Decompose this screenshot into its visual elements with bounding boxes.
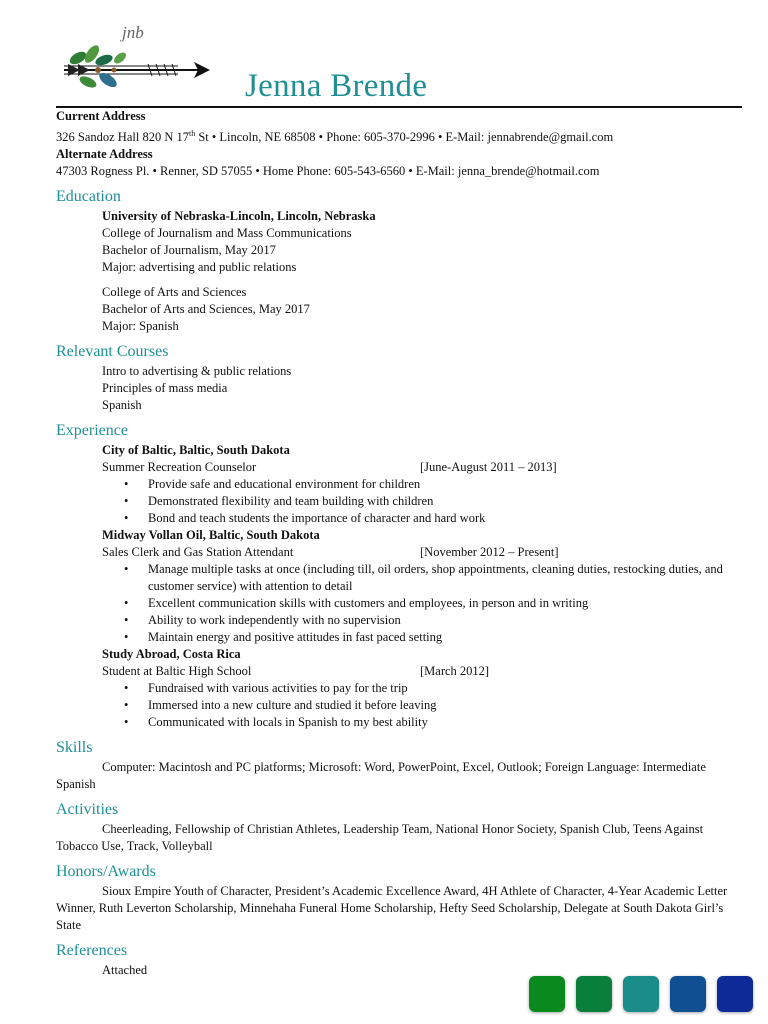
honors-section — [56, 862, 746, 934]
resume-body — [56, 108, 746, 979]
job-bullet: • Demonstrated flexibility and team building with children — [102, 493, 746, 510]
job-bullet: • Immersed into a new culture and studied it before leaving — [102, 697, 746, 714]
education-line: Major: Spanish — [102, 319, 179, 334]
job-bullet: • Bond and teach students the importance of character and hard work — [102, 510, 746, 527]
alternate-address-label: Alternate Address — [56, 147, 153, 162]
education-line: College of Arts and Sciences — [102, 285, 247, 300]
activities-section — [56, 800, 746, 855]
color-square — [623, 976, 659, 1012]
color-square — [670, 976, 706, 1012]
course-item: Intro to advertising & public relations — [102, 364, 292, 379]
job-role-row — [56, 459, 746, 476]
job-bullet: • Ability to work independently with no supervision — [102, 612, 746, 629]
current-address-suffix: St • Lincoln, NE 68508 • Phone: 605-370-2996 • E-Mail: jennabrende@gmail.com — [195, 130, 614, 145]
job-dates: [November 2012 – Present] — [420, 545, 559, 560]
candidate-name: Jenna Brende — [245, 68, 428, 104]
experience-heading: Experience — [56, 422, 128, 440]
references-heading: References — [56, 942, 128, 960]
activities-text: Cheerleading, Fellowship of Christian Athletes, Leadership Team, National Honor Society, Spanish Club, Teens Against Tobacco Use, Track, Volleyball — [56, 822, 704, 854]
current-address-line — [56, 125, 746, 146]
current-address-sup: th — [188, 129, 196, 138]
current-address-label: Current Address — [56, 109, 146, 123]
course-item: Principles of mass media — [102, 381, 228, 396]
job-role-row — [56, 544, 746, 561]
experience-section — [56, 421, 746, 731]
skills-heading: Skills — [56, 739, 93, 757]
skills-section — [56, 738, 746, 793]
education-school: University of Nebraska-Lincoln, Lincoln, Nebraska — [102, 209, 376, 224]
references-section — [56, 941, 746, 979]
job-bullets — [56, 561, 746, 646]
job-org: City of Baltic, Baltic, South Dakota — [102, 443, 290, 458]
job-bullet: • Fundraised with various activities to pay for the trip — [102, 680, 746, 697]
current-address-prefix: 326 Sandoz Hall 820 N 17 — [56, 130, 189, 145]
course-item: Spanish — [102, 398, 142, 413]
job-role-row — [56, 663, 746, 680]
monogram: jnb — [122, 23, 144, 42]
courses-heading: Relevant Courses — [56, 343, 169, 361]
job-bullet: • Communicated with locals in Spanish to my best ability — [102, 714, 746, 731]
honors-text: Sioux Empire Youth of Character, President’s Academic Excellence Award, 4H Athlete of Character, 4-Year Academic Letter Winner, Ruth Leverton Scholarship, Minnehaha Funeral Home Scholarship, Hefty Seed Scholarship, Delegate at South Dakota Girl’s State — [56, 884, 728, 933]
job-org: Study Abroad, Costa Rica — [102, 647, 241, 662]
color-square — [717, 976, 753, 1012]
education-line: Bachelor of Arts and Sciences, May 2017 — [102, 302, 310, 317]
job-role: Sales Clerk and Gas Station Attendant — [102, 545, 294, 560]
job-role: Student at Baltic High School — [102, 664, 252, 679]
job-org: Midway Vollan Oil, Baltic, South Dakota — [102, 528, 320, 543]
education-line: College of Journalism and Mass Communications — [102, 226, 352, 241]
courses-section — [56, 342, 746, 414]
honors-heading: Honors/Awards — [56, 863, 156, 881]
color-squares — [529, 976, 753, 1012]
alternate-address-line: 47303 Rogness Pl. • Renner, SD 57055 • Home Phone: 605-543-6560 • E-Mail: jenna_brende@hotmail.com — [56, 164, 600, 179]
job-bullet: • Excellent communication skills with customers and employees, in person and in writing — [102, 595, 746, 612]
education-line: Major: advertising and public relations — [102, 260, 297, 275]
skills-text: Computer: Macintosh and PC platforms; Microsoft: Word, PowerPoint, Excel, Outlook; Foreign Language: Intermediate Spanish — [56, 760, 706, 792]
job-bullet: • Provide safe and educational environment for children — [102, 476, 746, 493]
job-dates: [June-August 2011 – 2013] — [420, 460, 557, 475]
education-line: Bachelor of Journalism, May 2017 — [102, 243, 276, 258]
job-bullets — [56, 476, 746, 527]
activities-heading: Activities — [56, 801, 119, 819]
job-bullets — [56, 680, 746, 731]
education-section — [56, 187, 746, 335]
job-bullet: • Manage multiple tasks at once (including till, oil orders, shop appointments, cleaning duties, restocking duties, and customer service) with attention to detail — [102, 561, 746, 595]
job-dates: [March 2012] — [420, 664, 490, 679]
address-block — [56, 108, 746, 180]
references-text: Attached — [102, 963, 148, 978]
job-bullet: • Maintain energy and positive attitudes in fast paced setting — [102, 629, 746, 646]
color-square — [529, 976, 565, 1012]
color-square — [576, 976, 612, 1012]
education-heading: Education — [56, 188, 121, 206]
job-role: Summer Recreation Counselor — [102, 460, 257, 475]
